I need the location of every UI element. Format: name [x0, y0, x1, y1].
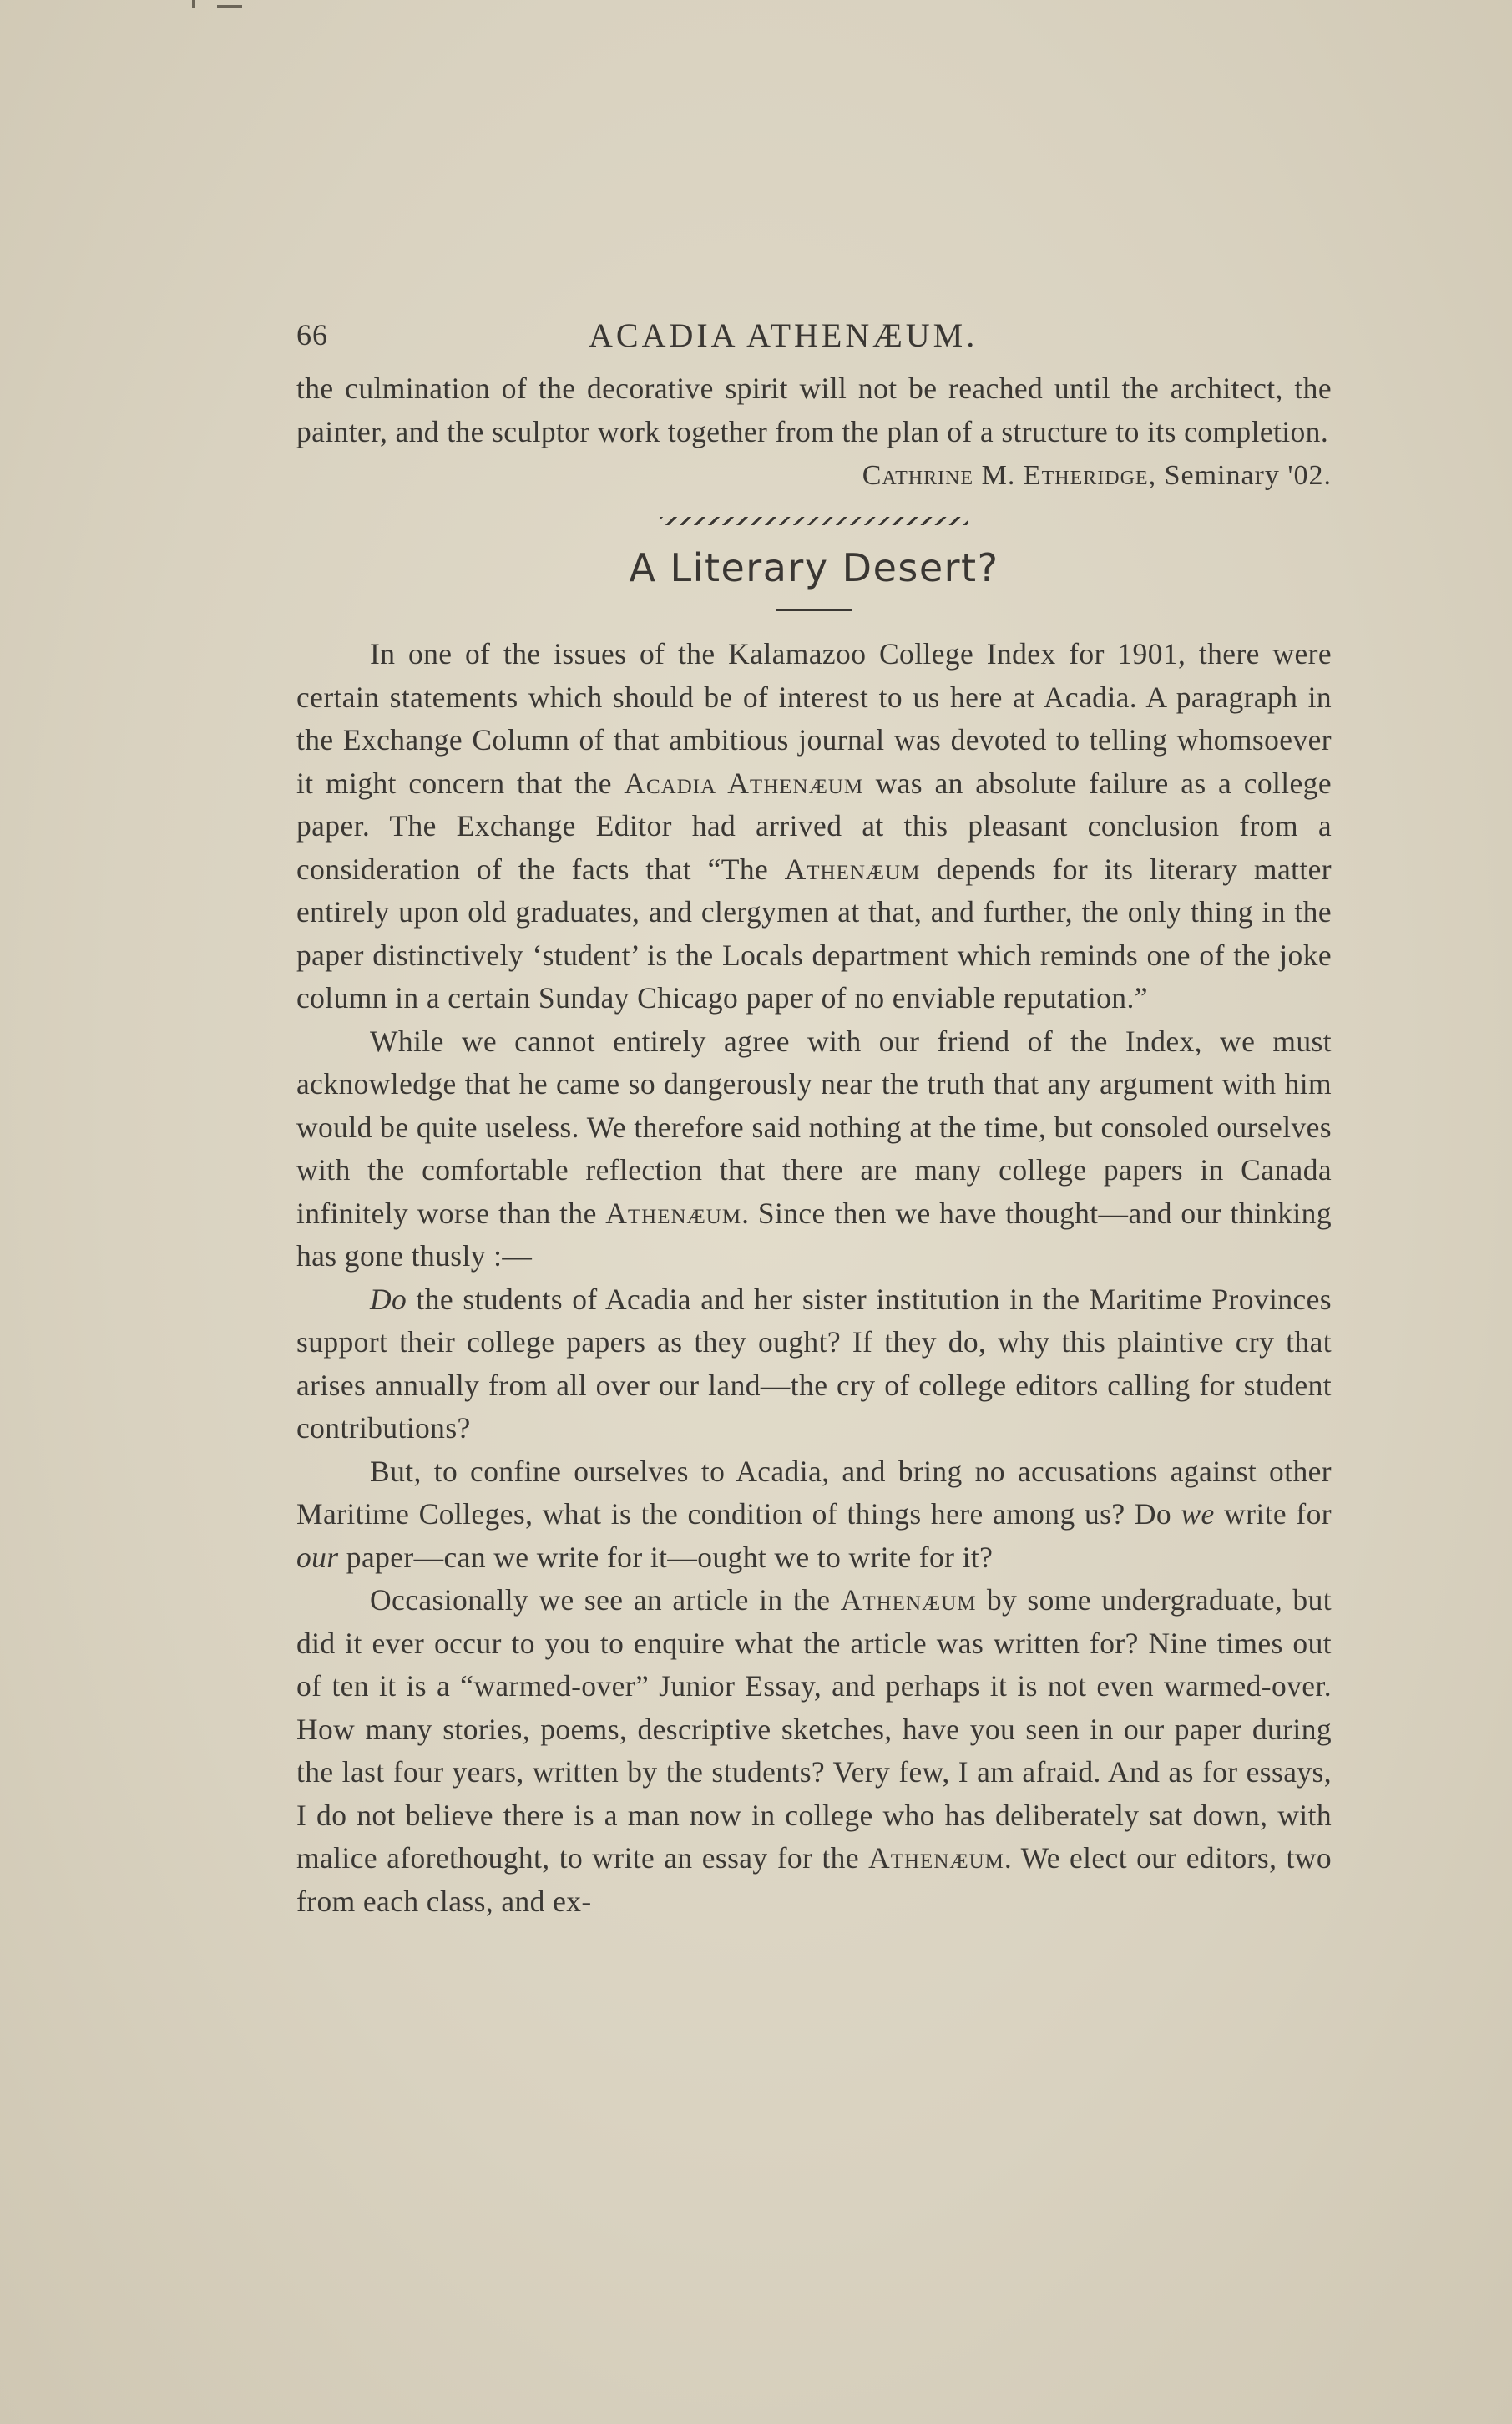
article-paragraph-3 [296, 1278, 1332, 1450]
article-paragraph-4 [296, 1450, 1332, 1580]
previous-article-signature [296, 455, 1332, 497]
text-run: was an absolute failure as a college paper. The Exchange Editor had arrived at this pleasant conclusion from a consideration of the facts that “The [296, 766, 1332, 886]
small-caps-run: Athenæum [868, 1841, 1004, 1875]
text-run: While we cannot entirely agree with our friend of the Index, we must acknowledge that he came so dangerously near the truth that any argument with him would be quite useless. We therefore said nothing at the time, but consoled ourselves with the comfortable reflection that there are many college papers in Canada infinitely worse than the [296, 1024, 1332, 1230]
text-run: paper—can we write for it—ought we to write for it? [338, 1540, 994, 1574]
page-content [296, 301, 1332, 1923]
signature-suffix: , Seminary '02. [1148, 460, 1332, 491]
section-ornament [296, 512, 1332, 530]
small-caps-run: Athenæum [605, 1196, 742, 1230]
article-paragraph-2 [296, 1020, 1332, 1278]
scan-corner-mark [192, 0, 276, 8]
ornament-rule [660, 517, 968, 525]
page-number: 66 [296, 318, 328, 352]
text-run: Occasionally we see an article in the [370, 1583, 841, 1617]
text-run: . We elect our editors, two from each class, and ex- [296, 1841, 1332, 1918]
small-caps-run: Athenæum [784, 852, 921, 886]
text-run: In one of the issues of the Kalamazoo College Index for 1901, there were certain statements which should be of interest to us here at Acadia. A paragraph in the Exchange Column of that ambitious journal was devoted to telling whomsoever it might concern that the [296, 637, 1332, 800]
small-caps-run: Acadia Athenæum [624, 766, 864, 800]
italic-run: Do [370, 1282, 407, 1316]
text-run: . Since then we have thought—and our thinking has gone thusly :— [296, 1196, 1332, 1273]
article-paragraph-1 [296, 633, 1332, 1020]
article-paragraph-5 [296, 1579, 1332, 1923]
running-head [296, 301, 1332, 367]
text-run: the students of Acadia and her sister institution in the Maritime Provinces support their college papers as they ought? If they do, why this plaintive cry that arises annually from all over our land—the cry of college editors calling for student contributions? [296, 1282, 1332, 1445]
previous-article-closing: the culmination of the decorative spirit will not be reached until the architect, the painter, and the sculptor work together from the plan of a structure to its completion. [296, 372, 1332, 448]
title-underline [776, 609, 852, 611]
signature-name: Cathrine M. Etheridge [862, 460, 1149, 491]
text-run: depends for its literary matter entirely upon old graduates, and clergymen at that, and further, the only thing in the paper distinctively ‘student’ is the Locals department which reminds one of the joke column in a certain Sunday Chicago paper of no enviable reputation.” [296, 852, 1332, 1015]
text-run: But, to confine ourselves to Acadia, and bring no accusations against other Maritime Colleges, what is the condition of things here among us? Do [296, 1454, 1332, 1531]
text-run: write for [1214, 1497, 1332, 1531]
italic-run: our [296, 1540, 339, 1574]
article-title: A Literary Desert? [629, 545, 999, 590]
italic-run: we [1181, 1497, 1215, 1531]
text-run: by some undergraduate, but did it ever occur to you to enquire what the article was written for? Nine times out of ten it is a “warmed-over” Junior Essay, and perhaps it is not even warmed-over. How many stories, poems, descriptive sketches, have you seen in our paper during the last four years, written by the students? Very few, I am afraid. And as for essays, I do not believe there is a man now in college who has deliberately sat down, with malice aforethought, to write an essay for the [296, 1583, 1332, 1875]
journal-title: ACADIA ATHENÆUM. [589, 316, 979, 354]
small-caps-run: Athenæum [840, 1583, 977, 1617]
